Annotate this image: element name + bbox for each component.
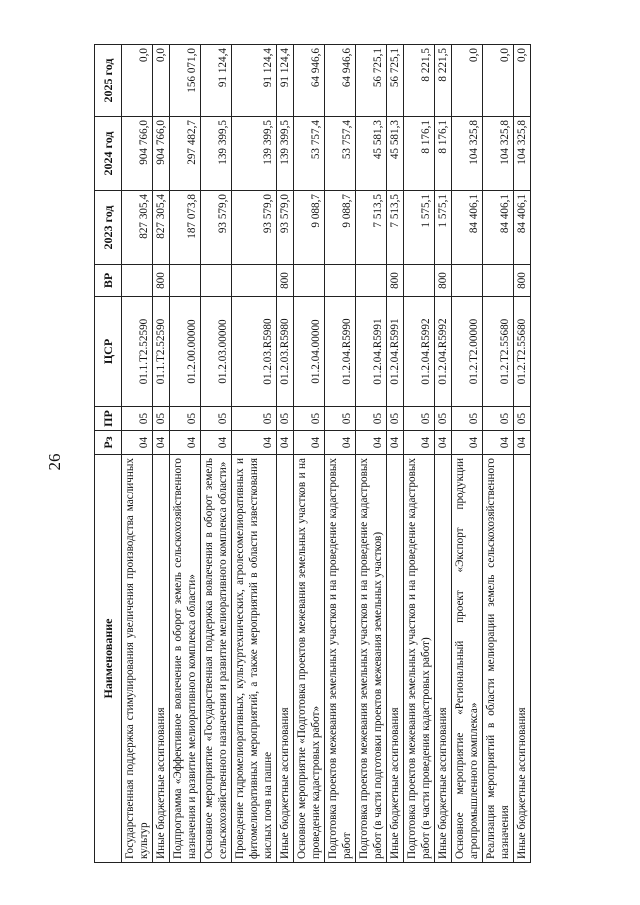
cell-rz: 04 xyxy=(294,431,325,455)
cell-2023: 84 406,1 xyxy=(483,191,514,265)
cell-rz: 04 xyxy=(404,431,435,455)
cell-2025: 64 946,6 xyxy=(325,45,356,117)
cell-pr: 05 xyxy=(435,407,452,431)
cell-2023: 1 575,1 xyxy=(404,191,435,265)
table-row xyxy=(325,45,356,863)
header-2024: 2024 год xyxy=(95,117,122,191)
cell-name: Проведение гидромелиоративных, культуртехнических, агролесомелиоративных и фитомелиоративных мероприятий, а также мероприятий в области известкования кислых почв на пашне xyxy=(232,455,277,863)
cell-2025: 156 071,0 xyxy=(170,45,201,117)
cell-pr: 05 xyxy=(294,407,325,431)
cell-2024: 104 325,8 xyxy=(452,117,483,191)
cell-vr: 800 xyxy=(277,265,294,297)
cell-2024: 139 399,5 xyxy=(277,117,294,191)
cell-rz: 04 xyxy=(170,431,201,455)
table-row xyxy=(201,45,232,863)
cell-vr xyxy=(325,265,356,297)
cell-pr: 05 xyxy=(387,407,404,431)
cell-csr: 01.2.04.R5991 xyxy=(387,297,404,407)
cell-name: Подпрограмма «Эффективное вовлечение в оборот земель сельскохозяйственного назначения и развитие мелиоративного комплекса области» xyxy=(170,455,201,863)
cell-name: Иные бюджетные ассигнования xyxy=(435,455,452,863)
table-row xyxy=(294,45,325,863)
cell-pr: 05 xyxy=(514,407,531,431)
cell-pr: 05 xyxy=(170,407,201,431)
cell-2023: 93 579,0 xyxy=(232,191,277,265)
cell-vr xyxy=(122,265,153,297)
cell-pr: 05 xyxy=(404,407,435,431)
cell-csr: 01.2.Т2.00000 xyxy=(452,297,483,407)
cell-2024: 8 176,1 xyxy=(435,117,452,191)
cell-vr: 800 xyxy=(153,265,170,297)
table-row xyxy=(514,45,531,863)
cell-2024: 53 757,4 xyxy=(294,117,325,191)
cell-2025: 56 725,1 xyxy=(387,45,404,117)
cell-vr: 800 xyxy=(514,265,531,297)
cell-csr: 01.2.04.R5990 xyxy=(325,297,356,407)
cell-vr xyxy=(404,265,435,297)
cell-rz: 04 xyxy=(153,431,170,455)
cell-rz: 04 xyxy=(277,431,294,455)
cell-csr: 01.2.03.R5980 xyxy=(277,297,294,407)
cell-2024: 104 325,8 xyxy=(514,117,531,191)
cell-name: Реализация мероприятий в области мелиорации земель сельскохозяйственного назначения xyxy=(483,455,514,863)
table-row xyxy=(483,45,514,863)
header-name: Наименование xyxy=(95,455,122,863)
cell-2023: 7 513,5 xyxy=(356,191,387,265)
cell-csr: 01.2.00.00000 xyxy=(170,297,201,407)
cell-name: Основное мероприятие «Государственная поддержка вовлечения в оборот земель сельскохозяйственного назначения и развитие мелиоративного комплекса области» xyxy=(201,455,232,863)
cell-vr xyxy=(294,265,325,297)
cell-vr: 800 xyxy=(435,265,452,297)
table-row xyxy=(232,45,277,863)
header-2023: 2023 год xyxy=(95,191,122,265)
cell-2025: 0,0 xyxy=(483,45,514,117)
cell-vr xyxy=(201,265,232,297)
cell-2025: 91 124,4 xyxy=(232,45,277,117)
page-number: 26 xyxy=(45,453,64,471)
cell-csr: 01.1.Т2.52590 xyxy=(153,297,170,407)
cell-vr xyxy=(232,265,277,297)
header-2025: 2025 год xyxy=(95,45,122,117)
cell-pr: 05 xyxy=(452,407,483,431)
cell-2025: 8 221,5 xyxy=(404,45,435,117)
cell-2025: 0,0 xyxy=(452,45,483,117)
header-row xyxy=(95,45,122,863)
cell-name: Основное мероприятие «Подготовка проектов межевания земельных участков и на проведение кадастровых работ» xyxy=(294,455,325,863)
cell-vr xyxy=(170,265,201,297)
cell-2024: 139 399,5 xyxy=(201,117,232,191)
cell-csr: 01.1.Т2.52590 xyxy=(122,297,153,407)
cell-rz: 04 xyxy=(387,431,404,455)
cell-name: Иные бюджетные ассигнования xyxy=(153,455,170,863)
cell-2024: 53 757,4 xyxy=(325,117,356,191)
cell-name: Иные бюджетные ассигнования xyxy=(387,455,404,863)
cell-2023: 9 088,7 xyxy=(325,191,356,265)
cell-2024: 904 766,0 xyxy=(122,117,153,191)
cell-pr: 05 xyxy=(232,407,277,431)
table-row xyxy=(435,45,452,863)
cell-vr xyxy=(452,265,483,297)
cell-2025: 8 221,5 xyxy=(435,45,452,117)
cell-2024: 297 482,7 xyxy=(170,117,201,191)
table-row xyxy=(153,45,170,863)
cell-pr: 05 xyxy=(153,407,170,431)
header-vr: ВР xyxy=(95,265,122,297)
cell-name: Основное мероприятие «Региональный проект «Экспорт продукции агропромышленного комплекса» xyxy=(452,455,483,863)
cell-2025: 0,0 xyxy=(153,45,170,117)
cell-name: Иные бюджетные ассигнования xyxy=(277,455,294,863)
cell-2025: 0,0 xyxy=(122,45,153,117)
cell-2023: 1 575,1 xyxy=(435,191,452,265)
cell-pr: 05 xyxy=(483,407,514,431)
cell-vr: 800 xyxy=(387,265,404,297)
table-row xyxy=(356,45,387,863)
cell-vr xyxy=(483,265,514,297)
cell-2023: 93 579,0 xyxy=(277,191,294,265)
cell-csr: 01.2.04.00000 xyxy=(294,297,325,407)
cell-pr: 05 xyxy=(201,407,232,431)
cell-rz: 04 xyxy=(356,431,387,455)
cell-2023: 93 579,0 xyxy=(201,191,232,265)
table-body xyxy=(122,45,531,863)
cell-2023: 827 305,4 xyxy=(122,191,153,265)
header-csr: ЦСР xyxy=(95,297,122,407)
cell-pr: 05 xyxy=(122,407,153,431)
cell-rz: 04 xyxy=(201,431,232,455)
cell-name: Подготовка проектов межевания земельных участков и на проведение кадастровых работ (в части проведения кадастровых работ) xyxy=(404,455,435,863)
cell-name: Подготовка проектов межевания земельных участков и на проведение кадастровых работ (в части подготовки проектов межевания земельных участков) xyxy=(356,455,387,863)
table-row xyxy=(170,45,201,863)
cell-name: Подготовка проектов межевания земельных участков и на проведение кадастровых работ xyxy=(325,455,356,863)
cell-pr: 05 xyxy=(277,407,294,431)
cell-rz: 04 xyxy=(452,431,483,455)
cell-name: Государственная поддержка стимулирования увеличения производства масличных культур xyxy=(122,455,153,863)
cell-rz: 04 xyxy=(122,431,153,455)
cell-2024: 904 766,0 xyxy=(153,117,170,191)
cell-rz: 04 xyxy=(514,431,531,455)
rotated-table-wrapper xyxy=(94,45,617,863)
cell-rz: 04 xyxy=(483,431,514,455)
budget-table xyxy=(94,44,531,863)
cell-2025: 56 725,1 xyxy=(356,45,387,117)
cell-2024: 45 581,3 xyxy=(356,117,387,191)
table-row xyxy=(122,45,153,863)
cell-rz: 04 xyxy=(232,431,277,455)
cell-2025: 64 946,6 xyxy=(294,45,325,117)
cell-pr: 05 xyxy=(356,407,387,431)
cell-csr: 01.2.04.R5992 xyxy=(404,297,435,407)
table-row xyxy=(404,45,435,863)
table-row xyxy=(387,45,404,863)
cell-2025: 0,0 xyxy=(514,45,531,117)
cell-csr: 01.2.04.R5992 xyxy=(435,297,452,407)
cell-csr: 01.2.Т2.55680 xyxy=(514,297,531,407)
header-rz: Рз xyxy=(95,431,122,455)
cell-csr: 01.2.Т2.55680 xyxy=(483,297,514,407)
cell-pr: 05 xyxy=(325,407,356,431)
cell-2024: 104 325,8 xyxy=(483,117,514,191)
cell-2023: 84 406,1 xyxy=(452,191,483,265)
cell-rz: 04 xyxy=(435,431,452,455)
cell-csr: 01.2.04.R5991 xyxy=(356,297,387,407)
header-pr: ПР xyxy=(95,407,122,431)
cell-2023: 9 088,7 xyxy=(294,191,325,265)
cell-2024: 139 399,5 xyxy=(232,117,277,191)
table-row xyxy=(277,45,294,863)
cell-2024: 45 581,3 xyxy=(387,117,404,191)
cell-2025: 91 124,4 xyxy=(277,45,294,117)
cell-name: Иные бюджетные ассигнования xyxy=(514,455,531,863)
cell-csr: 01.2.03.R5980 xyxy=(232,297,277,407)
cell-2023: 827 305,4 xyxy=(153,191,170,265)
cell-2023: 7 513,5 xyxy=(387,191,404,265)
cell-2023: 84 406,1 xyxy=(514,191,531,265)
cell-2023: 187 073,8 xyxy=(170,191,201,265)
cell-vr xyxy=(356,265,387,297)
cell-csr: 01.2.03.00000 xyxy=(201,297,232,407)
table-row xyxy=(452,45,483,863)
cell-rz: 04 xyxy=(325,431,356,455)
cell-2024: 8 176,1 xyxy=(404,117,435,191)
cell-2025: 91 124,4 xyxy=(201,45,232,117)
